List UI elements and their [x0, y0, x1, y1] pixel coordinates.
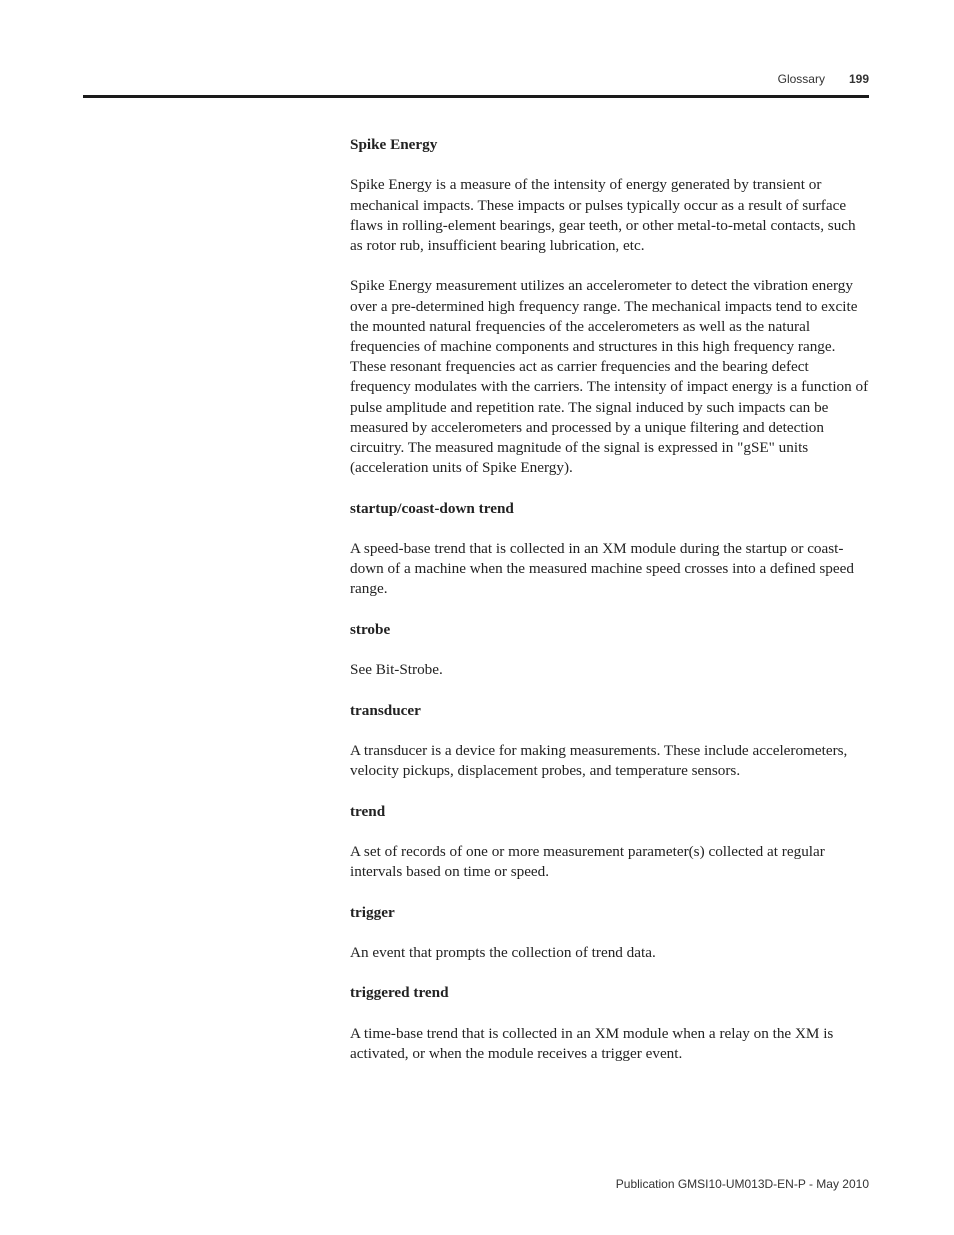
glossary-term: Spike Energy [350, 136, 438, 153]
glossary-definition: Spike Energy is a measure of the intensity of energy generated by transient or mechanical impacts. These impacts or pulses typically occur as a result of surface flaws in rolling-element bearings, gear teeth, or other metal-to-metal contacts, such as rotor rub, insufficient bearing lubrication, etc. [350, 176, 856, 254]
glossary-content [350, 135, 870, 1084]
header-rule [83, 95, 869, 98]
glossary-term: trigger [350, 903, 395, 921]
glossary-entry-triggered-trend [350, 983, 870, 1064]
glossary-definition: A transducer is a device for making measurements. These include accelerometers, velocity pickups, displacement probes, and temperature sensors. [350, 741, 848, 780]
glossary-definition: An event that prompts the collection of trend data. [350, 943, 656, 961]
glossary-definition: A time-base trend that is collected in an XM module when a relay on the XM is activated, or when the module receives a trigger event. [350, 1024, 834, 1062]
glossary-definition: A set of records of one or more measurement parameter(s) collected at regular intervals based on time or speed. [350, 842, 825, 881]
glossary-term: strobe [350, 620, 391, 638]
page-header [778, 72, 869, 86]
page-number: 199 [848, 72, 869, 86]
glossary-term: startup/coast-down trend [350, 499, 514, 517]
section-title: Glossary [777, 72, 825, 86]
glossary-entry-spike-energy [350, 135, 870, 478]
glossary-definition: See Bit-Strobe. [350, 661, 443, 679]
glossary-definition: A speed-base trend that is collected in an XM module during the startup or coast-down of a machine when the measured machine speed crosses into a defined speed range. [350, 540, 854, 598]
glossary-term: trend [350, 802, 386, 820]
glossary-entry-trend [350, 802, 870, 883]
glossary-entry-strobe [350, 620, 870, 681]
glossary-entry-transducer [350, 701, 870, 782]
glossary-entry-trigger [350, 903, 870, 964]
glossary-term: transducer [350, 701, 421, 719]
glossary-definition: Spike Energy measurement utilizes an accelerometer to detect the vibration energy over a pre-determined high frequency range. The mechanical impacts tend to excite the mounted natural frequencies of the accelerometers as well as the natural frequencies of machine components and structures in this high frequency range. These resonant frequencies act as carrier frequencies and the bearing defect frequency modulates with the carriers. The intensity of impact energy is a function of pulse amplitude and repetition rate. The signal induced by such impacts can be measured by accelerometers and processed by a unique filtering and detection circuitry. The measured magnitude of the signal is expressed in "gSE" units (acceleration units of Spike Energy). [350, 277, 869, 477]
glossary-entry-startup-coast-down-trend [350, 499, 870, 600]
glossary-term: triggered trend [350, 984, 449, 1002]
publication-footer: Publication GMSI10-UM013D-EN-P - May 2010 [615, 1177, 869, 1191]
